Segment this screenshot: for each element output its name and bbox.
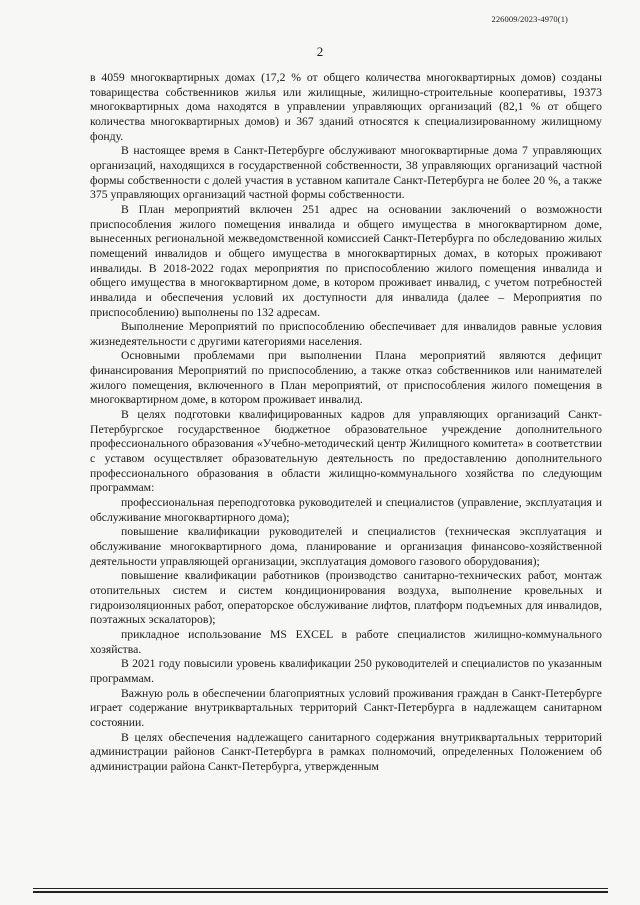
- document-body: [90, 71, 602, 775]
- paragraph-continuation: в 4059 многоквартирных домах (17,2 % от общего количества многоквартирных домов) созданы товарищества собственников жилья или жилищные, жилищно-строительные кооперативы, 19373 многоквартирных дома находятся в управлении управляющих организаций (82,1 % от общего количества многоквартирных домов) и 367 зданий относятся к специализированному жилищному фонду.: [90, 71, 602, 143]
- paragraph: В целях обеспечения надлежащего санитарного содержания внутриквартальных территорий администрации районов Санкт-Петербурга в рамках полномочий, определенных Положением об администрации района Санкт-Петербурга, утвержденным: [90, 730, 602, 773]
- footer-divider: [33, 888, 608, 889]
- page-number: 2: [316, 44, 324, 59]
- footer-divider: [33, 891, 608, 893]
- paragraph: Основными проблемами при выполнении Плана мероприятий являются дефицит финансирования Мероприятий по приспособлению, а также отказ собственников или нанимателей жилого помещения, включенного в План мероприятий, от приспособления жилого помещения в многоквартирном доме, в котором проживает инвалид.: [90, 349, 602, 407]
- list-item-program: повышение квалификации руководителей и специалистов (техническая эксплуатация и обслуживание многоквартирного дома, планирование и организация финансово-хозяйственной деятельности управляющей организации, эксплуатация домового газового оборудования);: [90, 525, 602, 568]
- paragraph: В целях подготовки квалифицированных кадров для управляющих организаций Санкт-Петербургское государственное бюджетное образовательное учреждение дополнительного профессионального образования «Учебно-методический центр Жилищного комитета» в соответствии с уставом осуществляет образовательную деятельность по предоставлению дополнительного профессионального образования в области жилищно-коммунального хозяйства по следующим программам:: [90, 408, 602, 495]
- paragraph: Выполнение Мероприятий по приспособлению обеспечивает для инвалидов равные условия жизнедеятельности с другими категориями населения.: [90, 320, 602, 348]
- document-id: 226009/2023-4970(1): [491, 14, 568, 24]
- list-item-program: повышение квалификации работников (производство санитарно-технических работ, монтаж отопительных систем и систем кондиционирования воздуха, выполнение кровельных и гидроизоляционных работ, операторское обслуживание лифтов, платформ подъемных для инвалидов, поэтажных эскалаторов);: [90, 569, 602, 627]
- paragraph: В настоящее время в Санкт-Петербурге обслуживают многоквартирные дома 7 управляющих организаций, находящихся в государственной собственности, 38 управляющих организаций частной формы собственности с долей участия в уставном капитале Санкт-Петербурга не более 20 %, а также 375 управляющих организаций частной формы собственности.: [90, 144, 602, 202]
- list-item-program: профессиональная переподготовка руководителей и специалистов (управление, эксплуатация и обслуживание многоквартирного дома);: [90, 496, 602, 524]
- paragraph: В 2021 году повысили уровень квалификации 250 руководителей и специалистов по указанным программам.: [90, 657, 602, 685]
- paragraph: Важную роль в обеспечении благоприятных условий проживания граждан в Санкт-Петербурге играет содержание внутриквартальных территорий Санкт-Петербурга в надлежащем санитарном состоянии.: [90, 686, 602, 729]
- paragraph: В План мероприятий включен 251 адрес на основании заключений о возможности приспособления жилого помещения инвалида и общего имущества в многоквартирном доме, вынесенных региональной межведомственной комиссией Санкт-Петербурга по обследованию жилых помещений инвалидов и общего имущества в многоквартирных домах, в которых проживают инвалиды. В 2018-2022 годах мероприятия по приспособлению жилого помещения инвалида и общего имущества в многоквартирном доме, в котором проживает инвалид, с учетом потребностей инвалида и обеспечения условий их доступности для инвалида (далее – Мероприятия по приспособлению) выполнены по 132 адресам.: [90, 202, 602, 319]
- list-item-program: прикладное использование MS EXCEL в работе специалистов жилищно-коммунального хозяйства.: [90, 627, 602, 656]
